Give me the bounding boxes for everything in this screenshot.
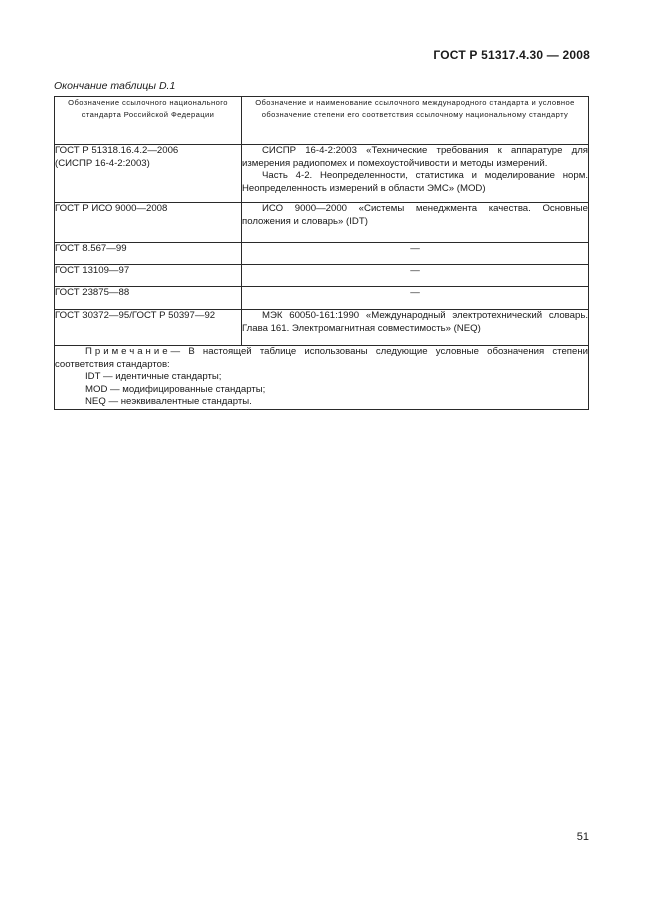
national-standard-cell: [55, 145, 242, 203]
national-standard-code: ГОСТ Р 51318.16.4.2—2006: [55, 145, 179, 156]
international-standard-cell: [242, 145, 589, 203]
table-row: [55, 243, 589, 265]
note-label: Примечание: [85, 346, 171, 357]
international-standard-dash: —: [242, 265, 589, 287]
international-standard-text: СИСПР 16-4-2:2003 «Технические требования к аппаратуре для измерения радиопомех и помехоустойчивости и методы измерений.: [242, 145, 588, 169]
table-note: [55, 346, 589, 410]
column-header-national: Обозначение ссылочного национального стандарта Российской Федерации: [55, 97, 242, 145]
note-list-item: NEQ — неэквивалентные стандарты.: [85, 396, 252, 407]
international-standard-cell: [242, 310, 589, 346]
national-standard-code: ГОСТ 13109—97: [55, 265, 242, 287]
table-row: [55, 203, 589, 243]
note-text: — В настоящей таблице использованы следующие условные обозначения степени соответствия стандартов:: [55, 346, 588, 370]
note-list-item: MOD — модифицированные стандарты;: [85, 383, 266, 395]
international-standard-text: Часть 4-2. Неопределенности, статистика и моделирование норм. Неопределенность измерений в области ЭМС» (MOD): [242, 170, 588, 194]
table-header-row: [55, 97, 589, 145]
table-row: [55, 287, 589, 310]
note-paragraph: [55, 346, 588, 371]
national-standard-code: ГОСТ Р ИСО 9000—2008: [55, 203, 242, 243]
international-standard-dash: —: [242, 243, 589, 265]
table-note-row: [55, 346, 589, 410]
column-header-international: Обозначение и наименование ссылочного международного стандарта и условное обозначение степени его соответствия ссылочному национальному стандарту: [242, 97, 589, 145]
table-row: [55, 310, 589, 346]
national-standard-equivalent: (СИСПР 16-4-2:2003): [55, 157, 150, 169]
table-row: [55, 145, 589, 203]
national-standard-code: ГОСТ 8.567—99: [55, 243, 242, 265]
document-code-header: ГОСТ Р 51317.4.30 — 2008: [433, 48, 590, 62]
international-standard-cell: [242, 203, 589, 243]
note-list-item: IDT — идентичные стандарты;: [85, 371, 222, 382]
international-standard-dash: —: [242, 287, 589, 310]
table-row: [55, 265, 589, 287]
standards-table: [54, 96, 589, 410]
international-standard-text: ИСО 9000—2000 «Системы менеджмента качества. Основные положения и словарь» (IDT): [242, 203, 588, 227]
national-standard-code: ГОСТ 23875—88: [55, 287, 242, 310]
page-number: 51: [576, 831, 589, 843]
international-standard-text: МЭК 60050-161:1990 «Международный электротехнический словарь. Глава 161. Электромагнитная совместимость» (NEQ): [242, 310, 588, 334]
national-standard-code: ГОСТ 30372—95/ГОСТ Р 50397—92: [55, 310, 242, 346]
table-caption: Окончание таблицы D.1: [54, 80, 176, 92]
